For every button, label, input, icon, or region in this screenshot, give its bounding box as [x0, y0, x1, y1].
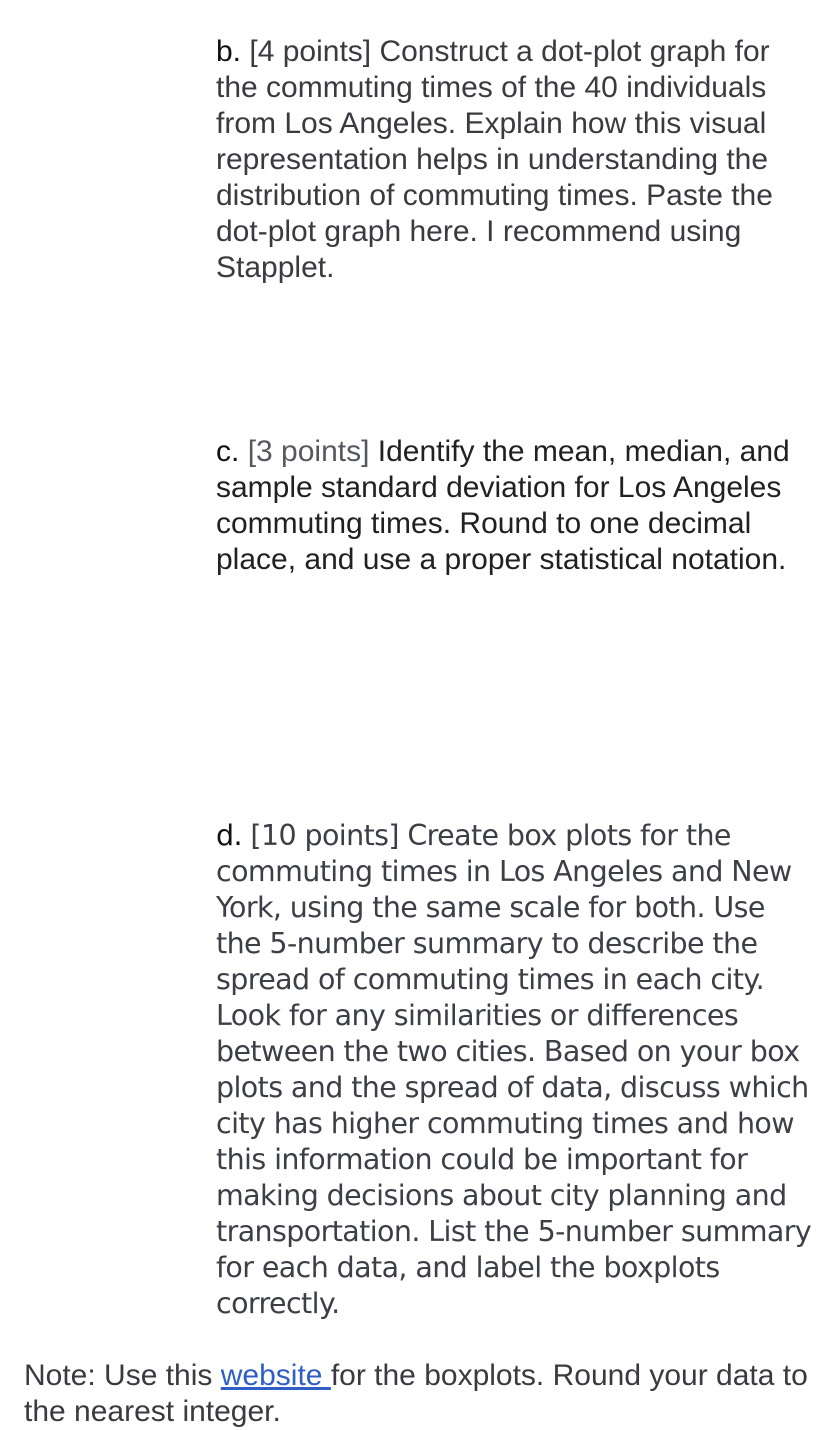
question-b-prefix: b.: [216, 35, 242, 68]
question-d-prefix: d.: [216, 819, 242, 852]
question-c-prefix: c.: [216, 435, 240, 468]
note-before-link: Note: Use this: [24, 1359, 221, 1392]
question-d-text: [10 points] Create box plots for the commuting times in Los Angeles and New York, using the same scale for both. Use the 5-number summary to describe the spread of commuting times in each city. Look for any similarities or differences between the two cities. Based on your box plots and the spread of data, discuss which city has higher commuting times and how this information could be important for making decisions about city planning and transportation. List the 5-number summary for each data, and label the boxplots correctly.: [216, 819, 812, 1320]
note: [24, 1358, 814, 1430]
question-c-points: [3 points]: [247, 435, 370, 468]
question-b: [216, 34, 816, 286]
note-after-link: for the boxplots. Round your data to the nearest integer.: [24, 1359, 808, 1428]
question-c-text: Identify the mean, median, and sample standard deviation for Los Angeles commuting times. Round to one decimal place, and use a proper statistical notation.: [216, 435, 790, 576]
question-d: [216, 818, 816, 1322]
question-b-text: [4 points] Construct a dot-plot graph for the commuting times of the 40 individuals from Los Angeles. Explain how this visual representation helps in understanding the distribution of commuting times. Paste the dot-plot graph here. I recommend using Stapplet.: [216, 35, 773, 284]
question-c: [216, 434, 816, 578]
website-link[interactable]: website: [220, 1359, 331, 1392]
